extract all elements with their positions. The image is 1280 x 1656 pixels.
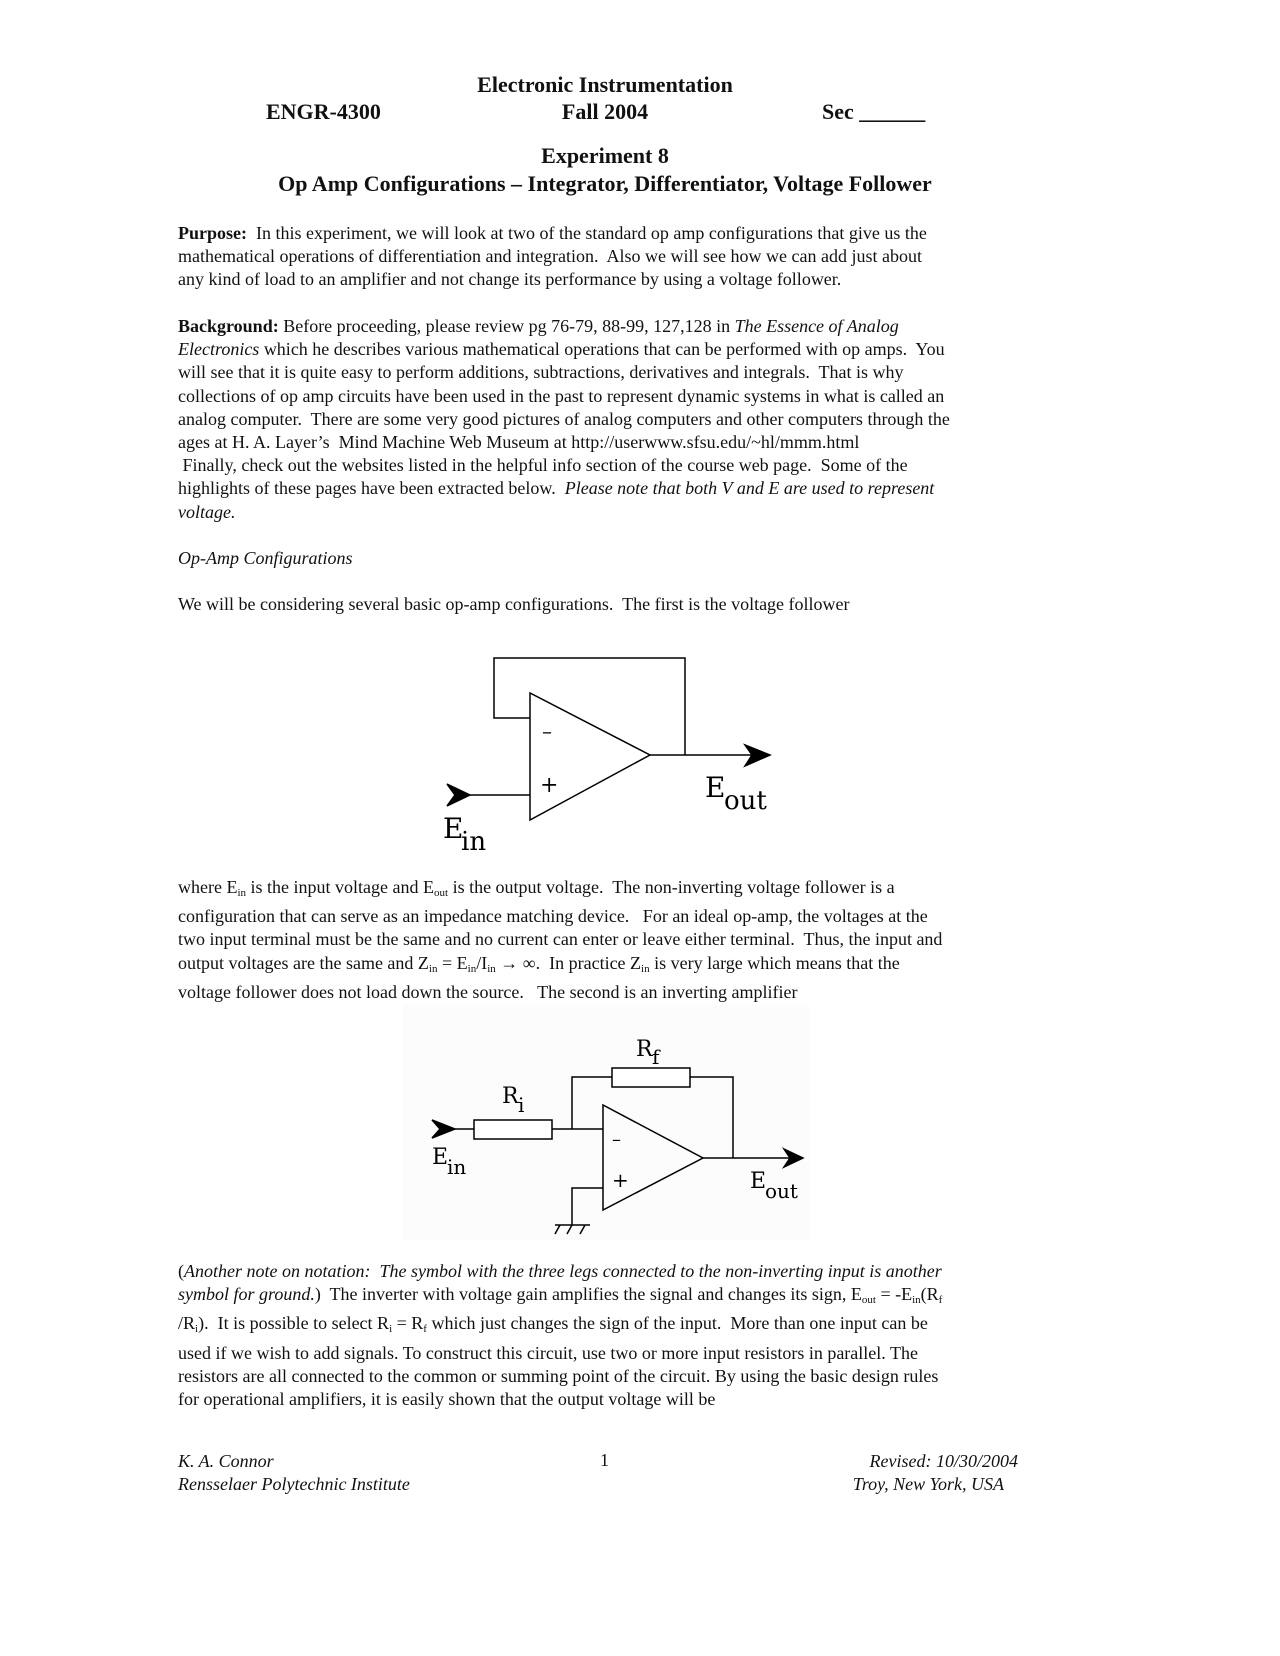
minus-terminal: – [542, 719, 552, 743]
text-run: Please note that both V and E are used to represent voltage. [178, 478, 935, 522]
footer-left [178, 1450, 410, 1496]
text-run: (R [920, 1284, 939, 1305]
subscript: in [467, 962, 477, 975]
ein-subscript: in [461, 827, 487, 857]
subscript: f [938, 1294, 943, 1307]
eout-label: E [750, 1169, 767, 1194]
subscript: in [428, 962, 438, 975]
text-run: is the input voltage and E [246, 877, 434, 897]
term: Fall 2004 [561, 99, 649, 124]
page-number: 1 [600, 1450, 609, 1470]
text-run: which just changes the sign of the input. More than one input can be used if we wish to add signals. To construct this circuit, use two or more input resistors in parallel. The resistors are all connected to the common or summing point of the circuit. By using the basic design rules for operational amplifiers, it is easily shown that the output voltage will be [178, 1313, 939, 1410]
ein-subscript: in [447, 1155, 467, 1179]
plus-terminal: + [540, 773, 559, 798]
footer-right [780, 1450, 1018, 1496]
text-run: which he describes various mathematical operations that can be performed with op amps. You will see that it is quite easy to perform additions, subtractions, derivatives and integrals. That is why collections of op amp circuits have been used in the past to represent dynamic systems in what is called an analog computer. There are some very good pictures of analog computers and other computers through the ages at H. A. Layer’s Mind Machine Web Museum at http://userwww.sfsu.edu/~hl/mmm.html Finally, check out the websites listed in the helpful info section of the course web page. Some of the highlights of these pages have been extracted below. [178, 339, 950, 499]
ein-label: E [443, 812, 464, 845]
resistor-ri [474, 1120, 552, 1139]
author: K. A. Connor [178, 1451, 274, 1471]
subscript: in [641, 962, 650, 975]
ein-label: E [432, 1145, 449, 1170]
text-run: = R [392, 1313, 424, 1334]
text-run: ). It is possible to select R [198, 1313, 390, 1334]
institution: Rensselaer Polytechnic Institute [178, 1474, 410, 1494]
minus-terminal: – [612, 1129, 621, 1150]
ri-subscript: i [518, 1093, 525, 1117]
text-run: is the output voltage. The non-inverting voltage follower is a configuration that can serve as an impedance matching device. For an ideal op-amp, the voltages at the two input terminal must be the same and no current can enter or leave either terminal. Thus, the input and output voltages are the same and Z [178, 877, 943, 973]
rf-label: R [636, 1037, 653, 1062]
follower-description [178, 876, 1048, 1004]
course-code: ENGR-4300 [266, 99, 381, 124]
text-run: In this experiment, we will look at two of the standard op amp configurations that give us the mathematical operations of differentiation and integration. Also we will see how we can add just about any kind of load to an amplifier and not change its performance by using a voltage follower. [178, 223, 927, 290]
experiment-number: Experiment 8 [541, 143, 669, 168]
input-arrow-icon [447, 784, 470, 806]
eout-subscript: out [765, 1179, 798, 1203]
text-run: where E [178, 877, 238, 897]
text-run: /R [178, 1313, 196, 1334]
subscript: i [389, 1323, 393, 1336]
text-run: The Essence of Analog Electronics [178, 316, 899, 360]
subscript: out [861, 1294, 876, 1307]
text-run: = -E [875, 1284, 913, 1305]
text-run: We will be considering several basic op-amp configurations. The first is the voltage follower [178, 594, 850, 614]
text-run: ( [178, 1261, 184, 1281]
revised-date: Revised: 10/30/2004 [869, 1451, 1018, 1471]
text-run: Background: [178, 316, 279, 336]
text-run: = E [437, 952, 468, 973]
plus-terminal: + [612, 1168, 629, 1192]
subscript: out [434, 887, 449, 899]
location: Troy, New York, USA [852, 1474, 1004, 1494]
text-run: Another note on notation: The symbol with the three legs connected to the non-inverting input is another symbol for ground. [178, 1261, 942, 1305]
text-run: Before proceeding, please review pg 76-79, 88-99, 127,128 in [278, 316, 735, 336]
ri-label: R [502, 1084, 519, 1109]
text-run: ) The inverter with voltage gain amplifies the signal and changes its sign, E [314, 1284, 862, 1305]
text-run: /I [476, 952, 488, 973]
eout-subscript: out [724, 786, 767, 816]
text-run: → ∞. In practice Z [495, 952, 642, 973]
subscript: in [237, 887, 247, 899]
subscript: in [912, 1294, 921, 1307]
section-field: Sec ______ [822, 99, 926, 124]
section-heading: Op-Amp Configurations [178, 548, 353, 568]
eout-label: E [705, 771, 726, 804]
course-title: Electronic Instrumentation [477, 72, 733, 97]
rf-subscript: f [652, 1045, 660, 1069]
subscript: in [487, 962, 496, 975]
text-run: Purpose: [178, 223, 247, 243]
subscript: f [423, 1323, 427, 1336]
subscript: i [195, 1323, 199, 1336]
text-run: is very large which means that the voltage follower does not load down the source. The second is an inverting amplifier [178, 952, 900, 1002]
inverter-description [178, 1260, 1048, 1411]
experiment-title: Op Amp Configurations – Integrator, Differentiator, Voltage Follower [278, 171, 932, 196]
resistor-rf [612, 1068, 690, 1087]
